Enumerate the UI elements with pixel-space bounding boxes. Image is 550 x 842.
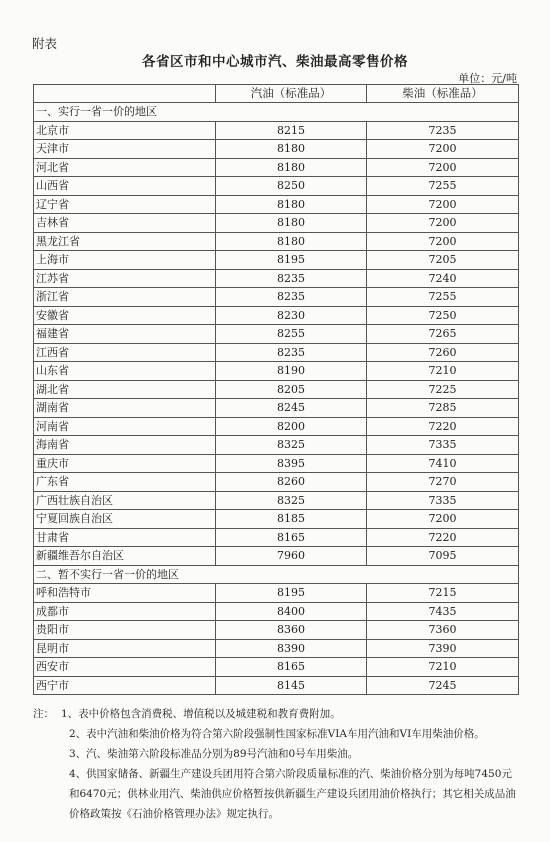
region-name: 辽宁省: [34, 195, 216, 214]
region-name: 安徽省: [34, 306, 216, 325]
region-name: 成都市: [34, 602, 216, 621]
gasoline-price: 8395: [216, 454, 367, 473]
table-row: [34, 639, 519, 658]
gasoline-price: 8230: [216, 306, 367, 325]
table-row: [34, 528, 519, 547]
region-name: 北京市: [34, 121, 216, 140]
diesel-price: 7335: [367, 491, 519, 510]
table-row: [34, 380, 519, 399]
header-region: [34, 85, 216, 103]
table-row: [34, 491, 519, 510]
region-name: 海南省: [34, 436, 216, 455]
gasoline-price: 8205: [216, 380, 367, 399]
gasoline-price: 8255: [216, 325, 367, 344]
region-name: 浙江省: [34, 288, 216, 307]
unit-label: 单位：元/吨: [458, 72, 517, 85]
gasoline-price: 8165: [216, 528, 367, 547]
region-name: 甘肃省: [34, 528, 216, 547]
region-name: 湖南省: [34, 399, 216, 418]
diesel-price: 7220: [367, 417, 519, 436]
region-name: 天津市: [34, 140, 216, 159]
gasoline-price: 8235: [216, 343, 367, 362]
table-row: [34, 306, 519, 325]
region-name: 河北省: [34, 158, 216, 177]
region-name: 山东省: [34, 362, 216, 381]
diesel-price: 7200: [367, 195, 519, 214]
diesel-price: 7245: [367, 676, 519, 695]
table-row: [34, 232, 519, 251]
region-name: 西安市: [34, 658, 216, 677]
gasoline-price: 8235: [216, 269, 367, 288]
table-row: [34, 454, 519, 473]
gasoline-price: 8215: [216, 121, 367, 140]
header-gasoline: 汽油（标准品）: [216, 85, 367, 103]
diesel-price: 7360: [367, 621, 519, 640]
diesel-price: 7390: [367, 639, 519, 658]
section-row: [34, 565, 519, 584]
region-name: 上海市: [34, 251, 216, 270]
table-row: [34, 177, 519, 196]
table-row: [34, 621, 519, 640]
gasoline-price: 8200: [216, 417, 367, 436]
gasoline-price: 7960: [216, 547, 367, 566]
diesel-price: 7255: [367, 288, 519, 307]
diesel-price: 7210: [367, 362, 519, 381]
diesel-price: 7435: [367, 602, 519, 621]
note-1: 1、表中价格包含消费税、增值税以及城建税和教育费附加。: [61, 708, 341, 720]
gasoline-price: 8400: [216, 602, 367, 621]
table-row: [34, 343, 519, 362]
region-name: 贵阳市: [34, 621, 216, 640]
gasoline-price: 8180: [216, 140, 367, 159]
region-name: 江苏省: [34, 269, 216, 288]
region-name: 昆明市: [34, 639, 216, 658]
diesel-price: 7285: [367, 399, 519, 418]
table-row: [34, 658, 519, 677]
gasoline-price: 8190: [216, 362, 367, 381]
gasoline-price: 8325: [216, 491, 367, 510]
gasoline-price: 8180: [216, 158, 367, 177]
diesel-price: 7235: [367, 121, 519, 140]
diesel-price: 7410: [367, 454, 519, 473]
region-name: 河南省: [34, 417, 216, 436]
region-name: 重庆市: [34, 454, 216, 473]
table-row: [34, 214, 519, 233]
diesel-price: 7255: [367, 177, 519, 196]
diesel-price: 7240: [367, 269, 519, 288]
notes-section: [33, 704, 518, 824]
note-4: 4、供国家储备、新疆生产建设兵团用符合第六阶段质量标准的汽、柴油价格分别为每吨7450元和6470元；供林业用汽、柴油供应价格暂按供新疆生产建设兵团用油价格执行；其它相关成品油价格政策按《石油价格管理办法》规定执行。: [69, 768, 516, 820]
diesel-price: 7270: [367, 473, 519, 492]
region-name: 新疆维吾尔自治区: [34, 547, 216, 566]
table-row: [34, 195, 519, 214]
gasoline-price: 8195: [216, 584, 367, 603]
notes-label: 注：: [33, 708, 54, 720]
diesel-price: 7215: [367, 584, 519, 603]
table-row: [34, 269, 519, 288]
gasoline-price: 8390: [216, 639, 367, 658]
section-title: 一、实行一省一价的地区: [34, 103, 519, 122]
region-name: 宁夏回族自治区: [34, 510, 216, 529]
table-row: [34, 288, 519, 307]
diesel-price: 7205: [367, 251, 519, 270]
region-name: 山西省: [34, 177, 216, 196]
table-row: [34, 547, 519, 566]
note-3: 3、汽、柴油第六阶段标准品分别为89号汽油和0号车用柴油。: [69, 748, 359, 760]
region-name: 广西壮族自治区: [34, 491, 216, 510]
table-row: [34, 399, 519, 418]
gasoline-price: 8185: [216, 510, 367, 529]
gasoline-price: 8195: [216, 251, 367, 270]
region-name: 黑龙江省: [34, 232, 216, 251]
gasoline-price: 8145: [216, 676, 367, 695]
table-row: [34, 602, 519, 621]
diesel-price: 7200: [367, 140, 519, 159]
diesel-price: 7200: [367, 510, 519, 529]
header-diesel: 柴油（标准品）: [367, 85, 519, 103]
table-row: [34, 473, 519, 492]
table-row: [34, 676, 519, 695]
table-row: [34, 584, 519, 603]
table-row: [34, 417, 519, 436]
gasoline-price: 8180: [216, 214, 367, 233]
section-title: 二、暂不实行一省一价的地区: [34, 565, 519, 584]
table-row: [34, 362, 519, 381]
region-name: 广东省: [34, 473, 216, 492]
diesel-price: 7200: [367, 214, 519, 233]
gasoline-price: 8250: [216, 177, 367, 196]
region-name: 福建省: [34, 325, 216, 344]
table-row: [34, 510, 519, 529]
region-name: 西宁市: [34, 676, 216, 695]
diesel-price: 7250: [367, 306, 519, 325]
table-row: [34, 158, 519, 177]
table-row: [34, 121, 519, 140]
table-row: [34, 436, 519, 455]
table-row: [34, 325, 519, 344]
region-name: 呼和浩特市: [34, 584, 216, 603]
table-row: [34, 140, 519, 159]
gasoline-price: 8325: [216, 436, 367, 455]
table-row: [34, 251, 519, 270]
region-name: 湖北省: [34, 380, 216, 399]
gasoline-price: 8245: [216, 399, 367, 418]
gasoline-price: 8165: [216, 658, 367, 677]
gasoline-price: 8235: [216, 288, 367, 307]
gasoline-price: 8180: [216, 232, 367, 251]
gasoline-price: 8360: [216, 621, 367, 640]
diesel-price: 7265: [367, 325, 519, 344]
table-header-row: [34, 85, 519, 103]
section-row: [34, 103, 519, 122]
diesel-price: 7220: [367, 528, 519, 547]
region-name: 吉林省: [34, 214, 216, 233]
diesel-price: 7225: [367, 380, 519, 399]
gasoline-price: 8180: [216, 195, 367, 214]
region-name: 江西省: [34, 343, 216, 362]
gasoline-price: 8260: [216, 473, 367, 492]
document-title: 各省区市和中心城市汽、柴油最高零售价格: [142, 54, 408, 70]
attachment-label: 附表: [32, 36, 58, 51]
note-2: 2、表中汽油和柴油价格为符合第六阶段强制性国家标准VIA车用汽油和VI车用柴油价格。: [69, 728, 485, 740]
diesel-price: 7260: [367, 343, 519, 362]
diesel-price: 7335: [367, 436, 519, 455]
diesel-price: 7210: [367, 658, 519, 677]
diesel-price: 7200: [367, 232, 519, 251]
price-table: [33, 84, 519, 695]
diesel-price: 7095: [367, 547, 519, 566]
diesel-price: 7200: [367, 158, 519, 177]
